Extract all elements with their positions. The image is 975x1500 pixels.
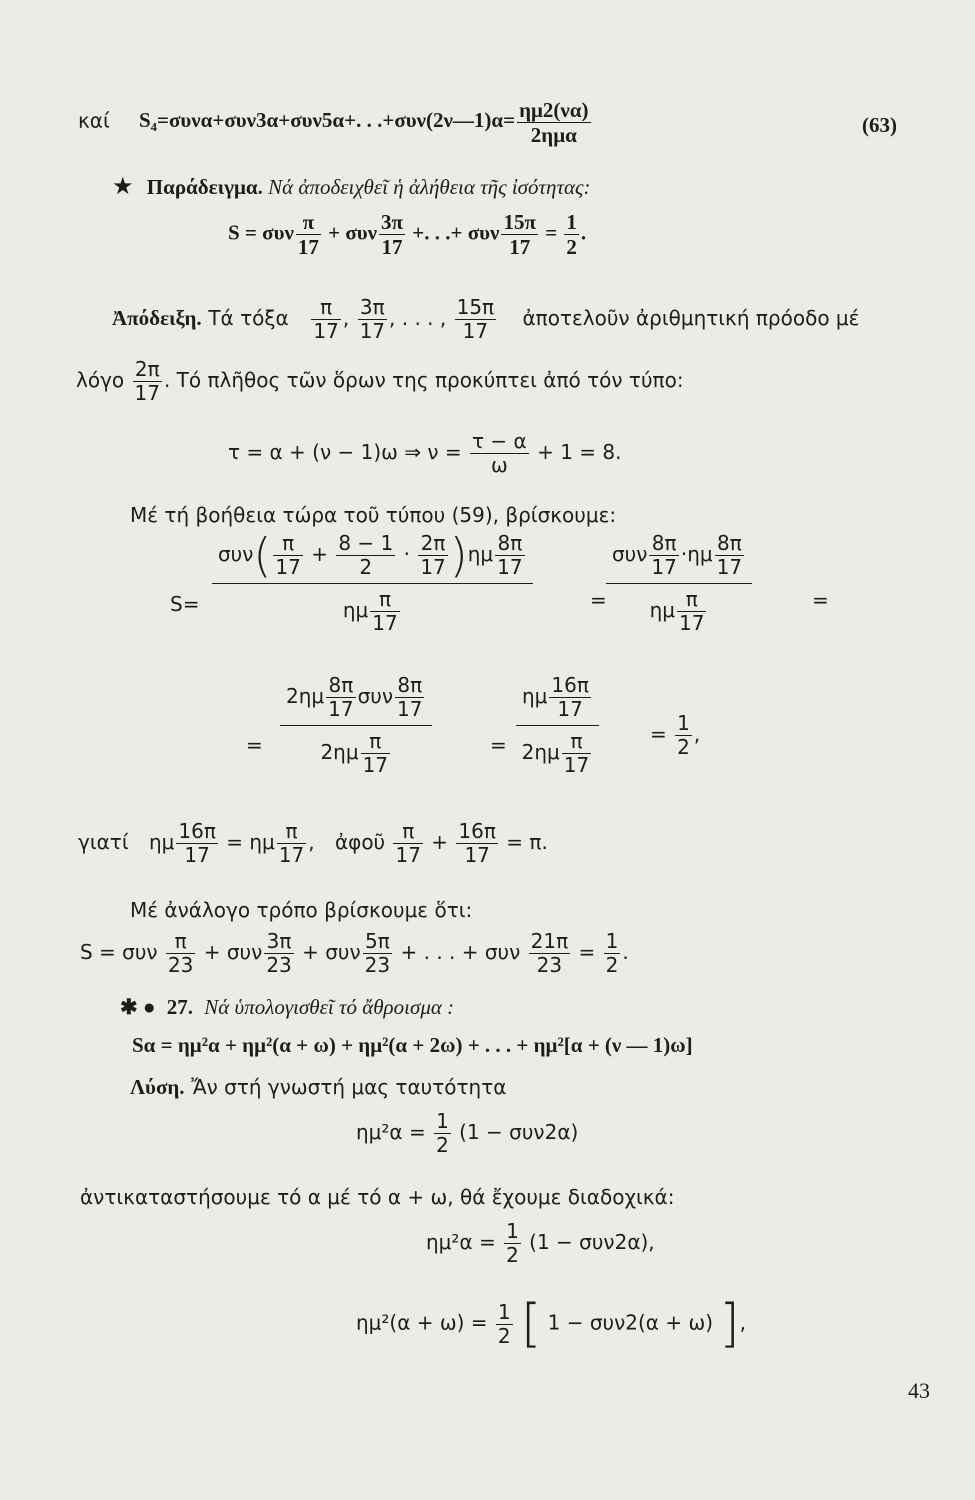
replace-line: ἀντικαταστήσουμε τό α μέ τό α + ω, θά ἔχουμε διαδοχικά: xyxy=(80,1185,675,1209)
frac-21pi-23 xyxy=(529,930,571,977)
ratio-line xyxy=(76,358,684,405)
num: 2π xyxy=(418,532,447,556)
num: 15π xyxy=(503,210,536,234)
num: 2π xyxy=(133,358,162,382)
den: 17 xyxy=(679,611,705,635)
identity-3 xyxy=(356,1294,747,1354)
num: τ − α xyxy=(472,429,527,453)
dots: . . . , xyxy=(401,306,447,330)
den: 2 xyxy=(359,555,373,579)
den: 2 xyxy=(605,953,619,977)
frac-1-2 xyxy=(496,1301,513,1348)
frac-2pi-17 xyxy=(418,532,447,579)
den: 17 xyxy=(497,555,523,579)
num: 21π xyxy=(530,929,569,953)
exercise-mark-icon: ✱ ● xyxy=(120,995,156,1019)
den: 23 xyxy=(266,953,292,977)
den: 17 xyxy=(395,843,421,867)
exercise-number: 27. xyxy=(166,995,194,1019)
plus-cos: + συν xyxy=(328,220,378,245)
bracket-right: ] xyxy=(719,1294,740,1354)
dot: · xyxy=(680,542,688,566)
num: π xyxy=(393,820,422,844)
proof-title: Ἀπόδειξη. xyxy=(112,306,202,330)
ratio-tail: . Τό πλῆθος τῶν ὅρων της προκύπτει ἀπό τόν τύπο: xyxy=(163,368,684,392)
dot: · xyxy=(403,542,410,566)
equals-pi: = π. xyxy=(506,830,548,854)
den: 17 xyxy=(381,235,403,260)
id-lhs: ημ²α = xyxy=(426,1230,496,1254)
since-word: ἀφοῦ xyxy=(334,830,386,854)
den: 17 xyxy=(557,697,583,721)
frac-pi-17 xyxy=(296,210,321,259)
solution-line xyxy=(130,1075,506,1100)
id-lhs: ημ²α = xyxy=(356,1120,426,1144)
two-sin: 2ημ xyxy=(521,740,560,764)
example-title: Παράδειγμα. xyxy=(146,175,263,199)
frac-3pi-17 xyxy=(358,296,387,343)
example-equation xyxy=(228,210,586,259)
num: 8 − 1 xyxy=(338,531,394,555)
because-word: γιατί xyxy=(78,830,129,854)
solution-title: Λύση. xyxy=(130,1075,185,1099)
identity-2 xyxy=(426,1220,655,1267)
exercise-text: Νά ὑπολογισθεῖ τό ἄθροισμα : xyxy=(204,995,455,1019)
frac-2pi-17 xyxy=(133,358,162,405)
num: π xyxy=(361,730,390,754)
page-number: 43 xyxy=(908,1378,930,1403)
num: 1 xyxy=(506,1219,519,1243)
comma: , xyxy=(693,722,701,746)
bracket-left: [ xyxy=(521,1294,542,1354)
den: 17 xyxy=(651,555,677,579)
period: . xyxy=(580,220,587,245)
num: π xyxy=(677,588,706,612)
s-cos: S = συν xyxy=(80,940,158,964)
den: 17 xyxy=(716,555,743,579)
dots-cos: + . . . + συν xyxy=(400,940,521,964)
dots-cos: +. . .+ συν xyxy=(412,220,500,245)
frac-1-2 xyxy=(675,712,692,759)
num: 8π xyxy=(395,674,424,698)
frac-8-1-2 xyxy=(336,532,395,579)
frac-pi-17 xyxy=(562,730,591,777)
sin: ημ xyxy=(342,598,369,622)
den: 2 xyxy=(566,235,577,260)
frac-16pi-17 xyxy=(549,674,591,721)
num: π xyxy=(273,532,302,556)
id-lhs: ημ²(α + ω) = xyxy=(356,1310,488,1335)
num: 8π xyxy=(649,532,678,556)
num: 3π xyxy=(381,210,404,234)
equals: = xyxy=(226,830,243,854)
equals-2: = xyxy=(812,588,829,612)
id-inner: 1 − συν2(α + ω) xyxy=(547,1310,714,1335)
num: 1 xyxy=(436,1109,449,1133)
den: 17 xyxy=(563,753,590,777)
frac-pi-17 xyxy=(393,820,422,867)
num: π xyxy=(370,588,399,612)
den: 17 xyxy=(509,235,531,260)
frac-15pi-17 xyxy=(455,296,497,343)
eq63-den: 2ημα xyxy=(530,123,577,148)
frac-16pi-17 xyxy=(176,820,218,867)
paren-left: ( xyxy=(253,528,272,583)
num: 8π xyxy=(715,532,744,556)
eq63-body: S₄=συνα+συν3α+συν5α+. . .+συν(2ν—1)α= xyxy=(139,108,516,133)
plus-cos: + συν xyxy=(203,940,263,964)
comma: , xyxy=(389,306,396,330)
num: π xyxy=(562,730,591,754)
den: 17 xyxy=(359,319,386,343)
den: 17 xyxy=(372,611,398,635)
num: 5π xyxy=(363,930,392,954)
equals-4: = xyxy=(490,733,507,757)
cos: συν xyxy=(357,684,393,708)
frac-8pi-17 xyxy=(395,674,424,721)
frac-16pi-17 xyxy=(456,820,498,867)
num: π xyxy=(277,820,306,844)
den: 23 xyxy=(167,953,194,977)
sin: ημ xyxy=(522,684,548,708)
den: 17 xyxy=(134,381,160,405)
id-rhs: (1 − συν2α), xyxy=(529,1230,655,1254)
cos: συν xyxy=(612,542,648,566)
num: 1 xyxy=(605,929,619,953)
two-sin: 2ημ xyxy=(286,684,325,708)
den: 17 xyxy=(420,555,446,579)
similarly-line: Μέ ἀνάλογο τρόπο βρίσκουμε ὅτι: xyxy=(130,898,473,922)
frac-8pi-17 xyxy=(649,532,678,579)
den: 2 xyxy=(506,1243,519,1267)
proof-tail: ἀποτελοῦν ἀριθμητική πρόοδο μέ xyxy=(522,306,860,330)
example-heading xyxy=(112,172,591,201)
star-icon: ★ xyxy=(112,174,134,200)
frac-1-2 xyxy=(604,930,621,977)
example-text: Νά ἀποδειχθεῖ ἡ ἀλήθεια τῆς ἰσότητας: xyxy=(268,175,591,199)
frac-8pi-17 xyxy=(715,532,744,579)
sin: ημ xyxy=(687,542,713,566)
den: ω xyxy=(490,453,508,477)
equals-1: = xyxy=(590,588,607,612)
den: 17 xyxy=(278,843,305,867)
den: 17 xyxy=(464,843,490,867)
comma: , xyxy=(308,830,315,854)
den: 17 xyxy=(328,697,354,721)
s-label: S= xyxy=(170,592,200,616)
ratio-word: λόγο xyxy=(76,368,125,392)
num: 16π xyxy=(551,673,589,697)
formula-b: + 1 = 8. xyxy=(537,440,622,464)
num: 8π xyxy=(495,532,524,556)
comma: , xyxy=(342,306,350,330)
sin: ημ xyxy=(148,830,175,854)
big-fraction-4 xyxy=(516,674,599,777)
formula-a: τ = α + (ν − 1)ω ⇒ ν = xyxy=(228,440,462,464)
identity-1 xyxy=(356,1110,578,1157)
big-fraction-3 xyxy=(280,674,432,777)
plus-cos: + συν xyxy=(302,940,361,964)
equation-63 xyxy=(78,98,593,147)
frac-1-2 xyxy=(504,1220,521,1267)
id-rhs: (1 − συν2α) xyxy=(459,1120,579,1144)
frac-pi-17 xyxy=(273,532,302,579)
equals-3: = xyxy=(246,733,263,757)
eq63-num: ημ2(να) xyxy=(519,98,589,122)
frac-pi-17 xyxy=(311,296,340,343)
plus: + xyxy=(311,542,328,566)
equals-half xyxy=(650,712,700,759)
big-fraction-1 xyxy=(212,528,533,635)
equation-tag-63: (63) xyxy=(862,113,897,137)
den: 17 xyxy=(362,753,389,777)
den: 23 xyxy=(364,953,391,977)
frac-8pi-17 xyxy=(495,532,524,579)
num: 16π xyxy=(458,819,496,843)
frac-3pi-23 xyxy=(264,930,293,977)
den: 17 xyxy=(313,319,339,343)
count-formula xyxy=(228,430,621,477)
den: 17 xyxy=(297,235,319,260)
num: 15π xyxy=(456,295,495,319)
den: 2 xyxy=(677,735,690,759)
num: π xyxy=(311,296,340,320)
frac-pi-17 xyxy=(370,588,399,635)
den: 23 xyxy=(536,953,563,977)
equals: = xyxy=(650,722,667,746)
frac-pi-17 xyxy=(677,588,706,635)
num: π xyxy=(296,210,321,235)
cos: συν xyxy=(218,542,254,566)
because-line xyxy=(78,820,548,867)
den: 17 xyxy=(397,697,423,721)
den: 17 xyxy=(275,555,301,579)
equals: = xyxy=(545,220,558,245)
exercise-formula: Sα = ημ²α + ημ²(α + ω) + ημ²(α + 2ω) + . . . + ημ²[α + (ν — 1)ω] xyxy=(132,1033,693,1057)
paren-right: ) xyxy=(449,528,468,583)
eq63-fraction xyxy=(517,98,590,147)
frac-3pi-17 xyxy=(379,210,405,259)
exercise-heading xyxy=(120,995,454,1020)
den: 2 xyxy=(497,1323,511,1348)
big-fraction-2 xyxy=(606,532,752,635)
sum-23-equation: S = συν $\frac{\pi}{23}$ + συν $\frac{3\pi}{23}$ + συν $\frac{5\pi}{23}$ + . . . + συν $\frac{21\pi}{23}$ = $\frac{1}{2}$ . xyxy=(80,929,629,977)
equals: = xyxy=(578,940,596,964)
frac-8pi-17 xyxy=(326,674,355,721)
frac-5pi-23 xyxy=(363,930,392,977)
sin: ημ xyxy=(649,598,676,622)
den: 2 xyxy=(436,1133,449,1157)
sin: ημ xyxy=(249,830,275,854)
comma: , xyxy=(739,1310,747,1335)
den: 17 xyxy=(184,843,210,867)
num: π xyxy=(166,930,195,954)
frac-pi-17 xyxy=(361,730,390,777)
num: 1 xyxy=(566,210,577,234)
plus: + xyxy=(431,830,449,854)
frac-pi-17 xyxy=(277,820,306,867)
num: 1 xyxy=(677,711,690,735)
help-line: Μέ τή βοήθεια τώρα τοῦ τύπου (59), βρίσκουμε: xyxy=(130,503,617,527)
frac-t-a-w xyxy=(470,430,529,477)
frac-1-2 xyxy=(434,1110,451,1157)
num: 16π xyxy=(178,819,216,843)
frac-pi-23 xyxy=(166,930,195,977)
num: 3π xyxy=(264,930,293,954)
two-sin: 2ημ xyxy=(320,740,359,764)
frac-1-2 xyxy=(564,210,579,259)
eq-lhs: S = συν xyxy=(228,220,294,245)
sin: ημ xyxy=(467,542,494,566)
den: 17 xyxy=(462,319,489,343)
proof-line xyxy=(112,296,859,343)
num: 8π xyxy=(326,674,355,698)
num: 3π xyxy=(358,296,387,320)
solution-text: Ἄν στή γνωστή μας ταυτότητα xyxy=(191,1075,507,1099)
num: 1 xyxy=(497,1299,511,1324)
frac-15pi-17 xyxy=(501,210,538,259)
proof-arcs: Τά τόξα xyxy=(208,306,289,330)
word-kai: καί xyxy=(78,108,110,133)
